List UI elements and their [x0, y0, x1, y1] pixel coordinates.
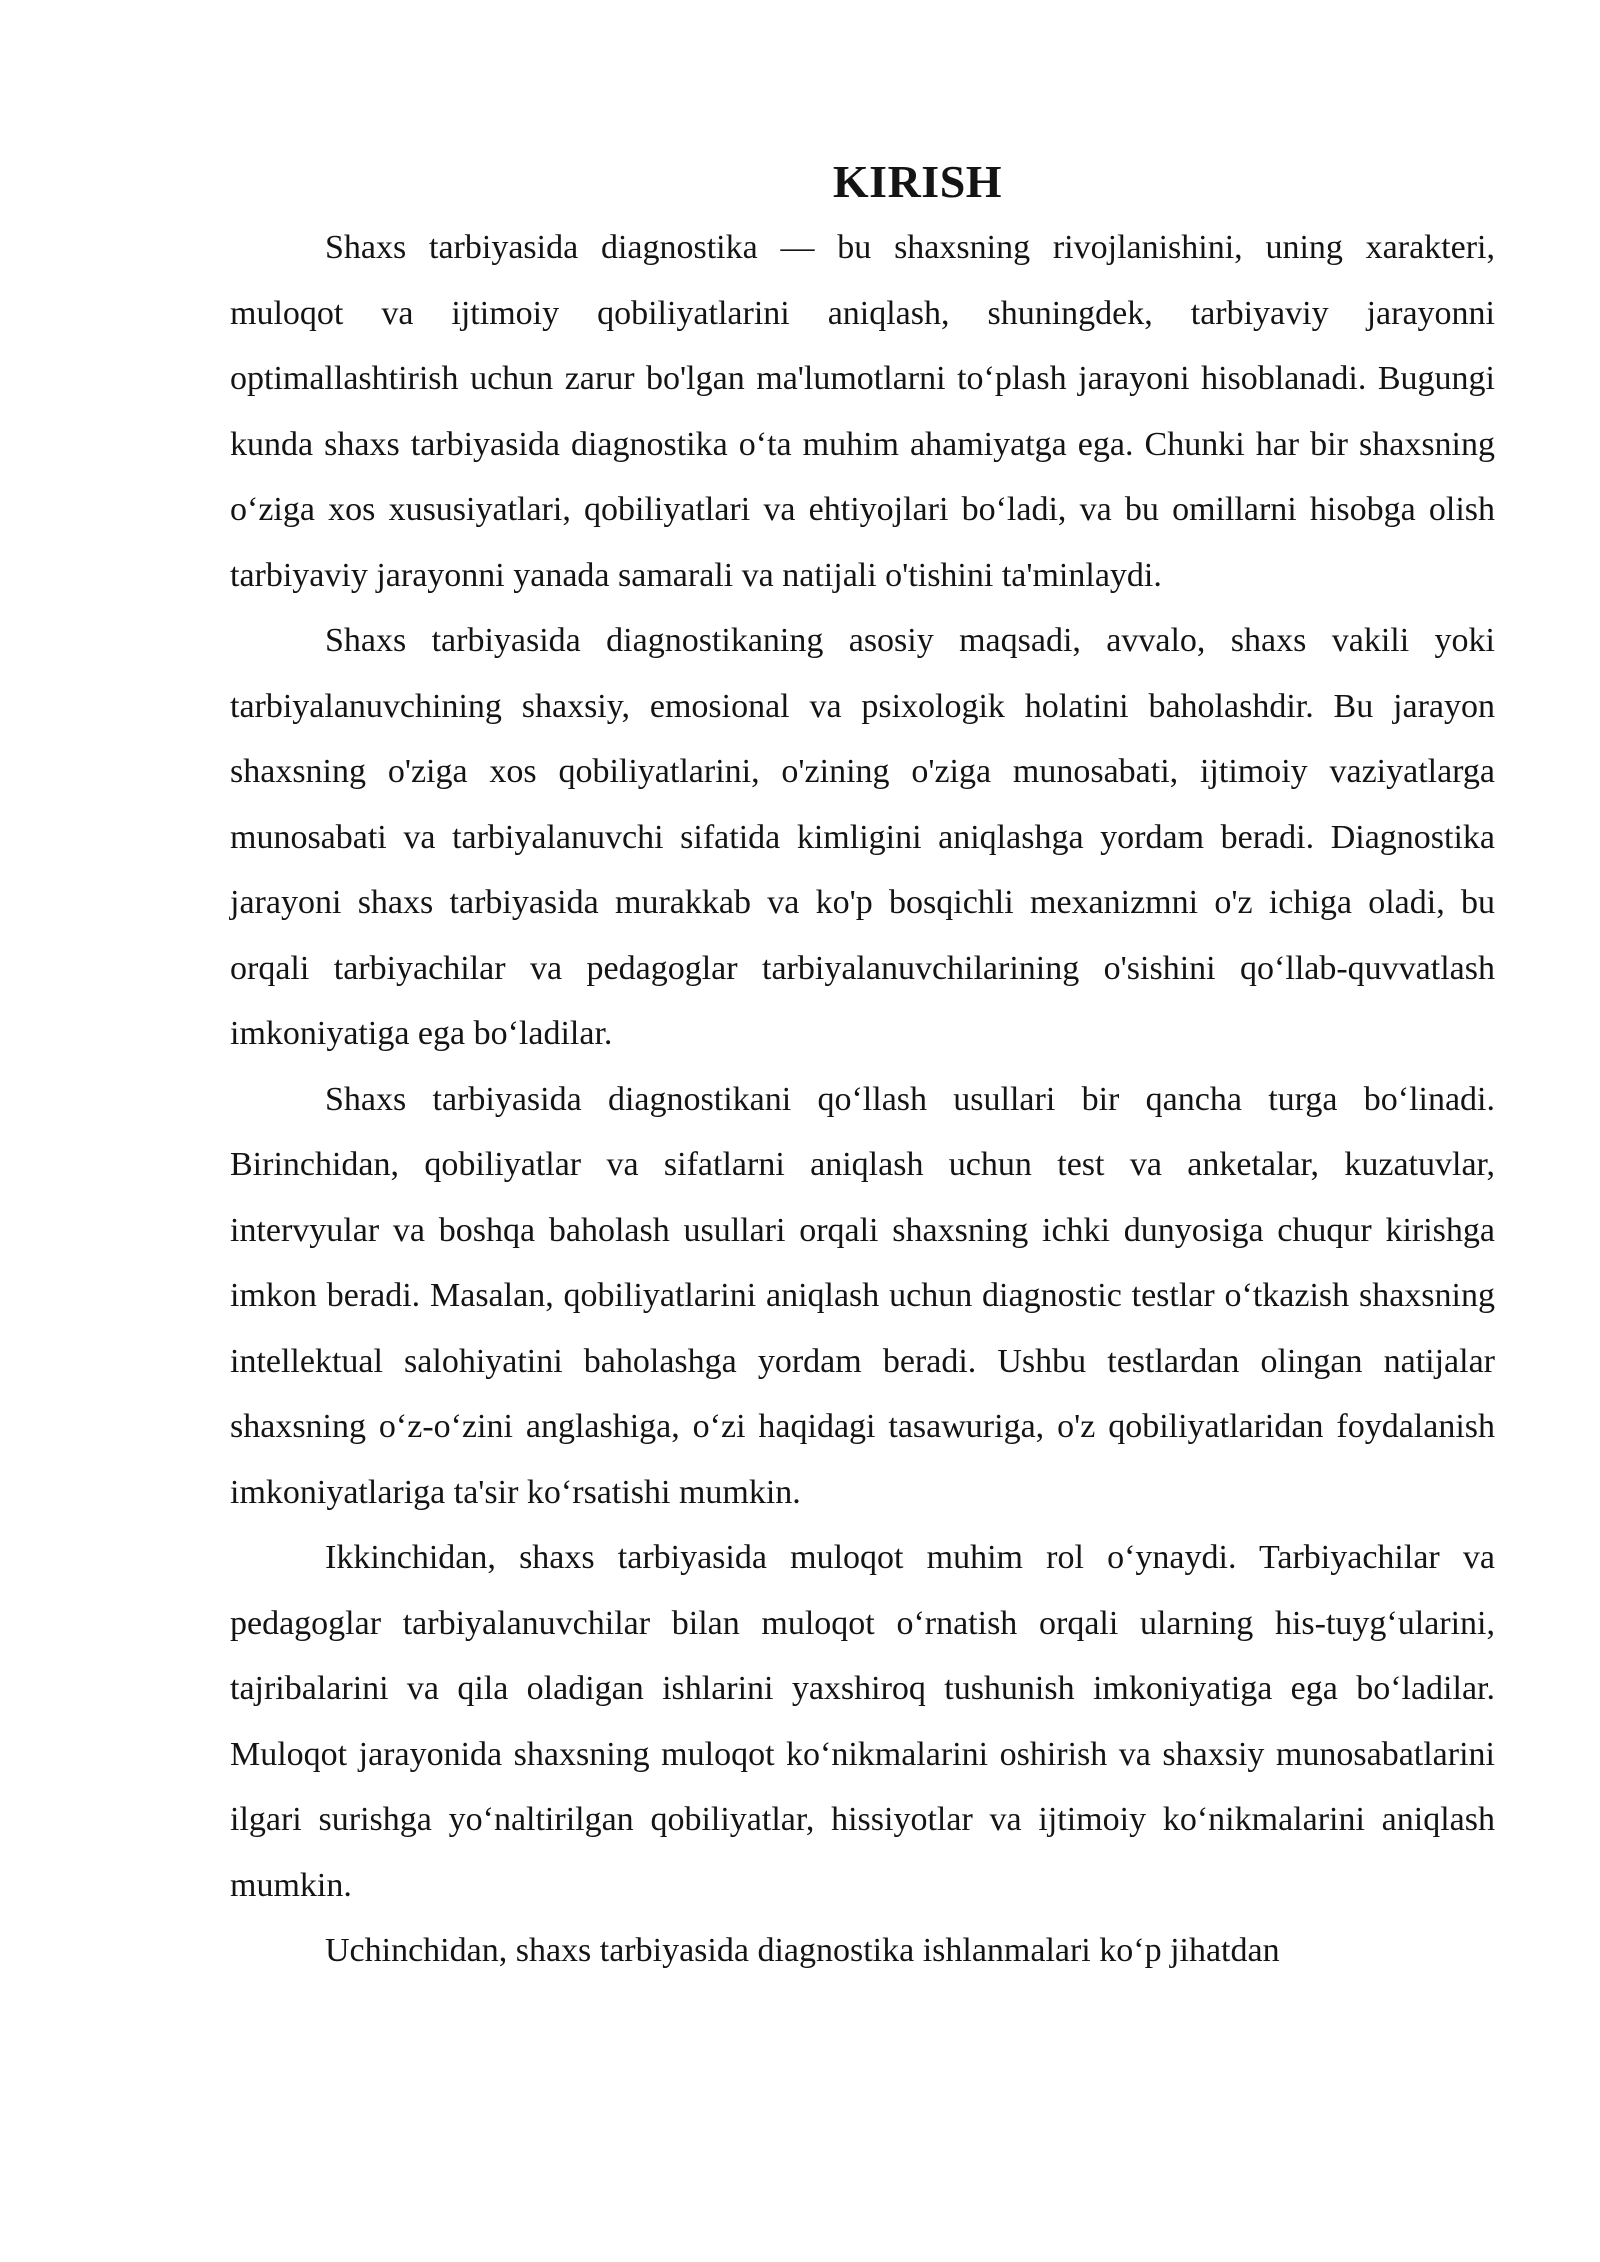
paragraph-4: Ikkinchidan, shaxs tarbiyasida muloqot muhim rol o‘ynaydi. Tarbiyachilar va pedagoglar tarbiyalanuvchilar bilan muloqot o‘rnatish orqali ularning his-tuyg‘ularini, tajribalarini va qila oladigan ishlarini yaxshiroq tushunish imkoniyatiga ega bo‘ladilar. Muloqot jarayonida shaxsning muloqot ko‘nikmalarini oshirish va shaxsiy munosabatlarini ilgari surishga yo‘naltirilgan qobiliyatlar, hissiyotlar va ijtimoiy ko‘nikmalarini aniqlash mumkin. — [230, 1539, 1495, 1904]
paragraph-2: Shaxs tarbiyasida diagnostikaning asosiy maqsadi, avvalo, shaxs vakili yoki tarbiyalanuvchining shaxsiy, emosional va psixologik holatini baholashdir. Bu jarayon shaxsning o'ziga xos qobiliyatlarini, o'zining o'ziga munosabati, ijtimoiy vaziyatlarga munosabati va tarbiyalanuvchi sifatida kimligini aniqlashga yordam beradi. Diagnostika jarayoni shaxs tarbiyasida murakkab va ko'p bosqichli mexanizmni o'z ichiga oladi, bu orqali tarbiyachilar va pedagoglar tarbiyalanuvchilarining o'sishini qo‘llab-quvvatlash imkoniyatiga ega bo‘ladilar. — [230, 622, 1495, 1052]
paragraph-5: Uchinchidan, shaxs tarbiyasida diagnostika ishlanmalari ko‘p jihatdan — [325, 1932, 1280, 1969]
paragraph-3: Shaxs tarbiyasida diagnostikani qo‘llash usullari bir qancha turga bo‘linadi. Birinchidan, qobiliyatlar va sifatlarni aniqlash uchun test va anketalar, kuzatuvlar, intervyular va boshqa baholash usullari orqali shaxsning ichki dunyosiga chuqur kirishga imkon beradi. Masalan, qobiliyatlarini aniqlash uchun diagnostic testlar o‘tkazish shaxsning intellektual salohiyatini baholashga yordam beradi. Ushbu testlardan olingan natijalar shaxsning o‘z-o‘zini anglashiga, o‘zi haqidagi tasawuriga, o'z qobiliyatlaridan foydalanish imkoniyatlariga ta'sir ko‘rsatishi mumkin. — [230, 1080, 1495, 1511]
document-page — [230, 150, 1495, 1984]
page-title: KIRISH — [832, 156, 1003, 207]
paragraph-1: Shaxs tarbiyasida diagnostika — bu shaxsning rivojlanishini, uning xarakteri, muloqot va ijtimoiy qobiliyatlarini aniqlash, shuningdek, tarbiyaviy jarayonni optimallashtirish uchun zarur bo'lgan ma'lumotlarni to‘plash jarayoni hisoblanadi. Bugungi kunda shaxs tarbiyasida diagnostika o‘ta muhim ahamiyatga ega. Chunki har bir shaxsning o‘ziga xos xususiyatlari, qobiliyatlari va ehtiyojlari bo‘ladi, va bu omillarni hisobga olish tarbiyaviy jarayonni yanada samarali va natijali o'tishini ta'minlaydi. — [230, 229, 1495, 594]
